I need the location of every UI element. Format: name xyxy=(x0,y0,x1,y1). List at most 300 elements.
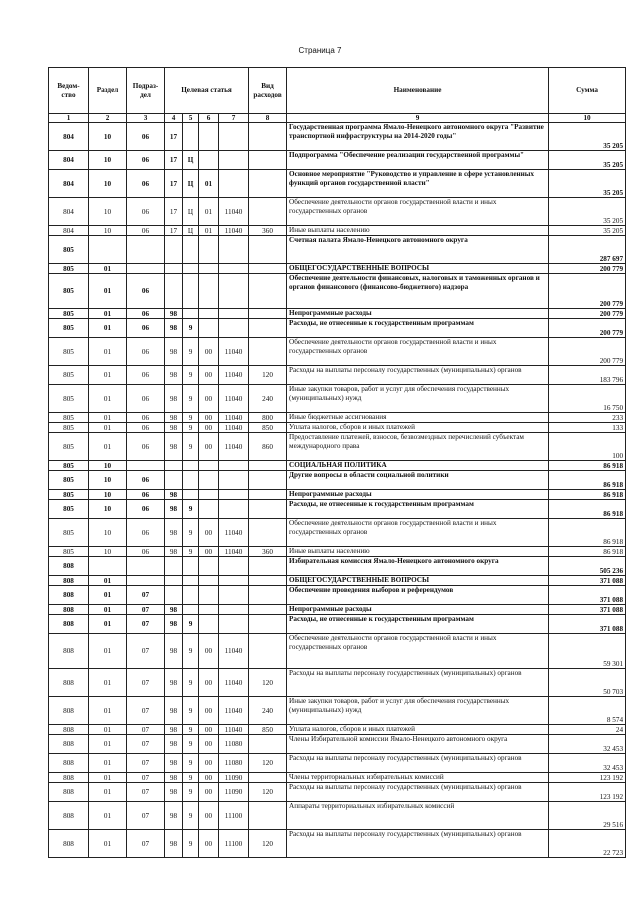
name-cell: Государственная программа Ямало-Ненецкого автономного округа "Развитие транспортной инфраструктуры на 2014-2020 годы" xyxy=(287,123,549,151)
sum-cell: 200 779 xyxy=(549,338,626,366)
name-cell: Обеспечение деятельности органов государственной власти и иных государственных органов xyxy=(287,198,549,226)
razdel-cell: 01 xyxy=(89,735,127,754)
target-code-1-cell xyxy=(165,576,183,586)
name-cell: Непрограммные расходы xyxy=(287,490,549,500)
expense-type-cell: 120 xyxy=(249,366,287,385)
sum-cell: 32 453 xyxy=(549,735,626,754)
expense-type-cell: 800 xyxy=(249,413,287,423)
ved-cell: 805 xyxy=(49,547,89,557)
target-code-1-cell: 98 xyxy=(165,500,183,519)
sum-cell: 133 xyxy=(549,423,626,433)
target-code-4-cell xyxy=(219,236,249,264)
podrazdel-cell xyxy=(127,576,165,586)
target-code-2-cell: 9 xyxy=(183,735,199,754)
target-code-1-cell: 98 xyxy=(165,366,183,385)
name-cell: Расходы, не отнесенные к государственным программам xyxy=(287,615,549,634)
target-code-3-cell: 00 xyxy=(199,366,219,385)
target-code-1-cell: 98 xyxy=(165,697,183,725)
target-code-3-cell: 00 xyxy=(199,697,219,725)
razdel-cell: 10 xyxy=(89,490,127,500)
razdel-cell: 10 xyxy=(89,500,127,519)
sum-cell: 8 574 xyxy=(549,697,626,725)
expense-type-cell xyxy=(249,500,287,519)
expense-type-cell xyxy=(249,319,287,338)
expense-type-cell: 240 xyxy=(249,385,287,413)
target-code-1-cell xyxy=(165,236,183,264)
name-cell: Расходы, не отнесенные к государственным программам xyxy=(287,500,549,519)
ved-cell: 805 xyxy=(49,385,89,413)
razdel-cell: 01 xyxy=(89,385,127,413)
table-row xyxy=(49,226,626,236)
table-row xyxy=(49,170,626,198)
column-number: 5 xyxy=(183,114,199,123)
ved-cell: 808 xyxy=(49,697,89,725)
expense-type-cell: 360 xyxy=(249,547,287,557)
sum-cell: 29 516 xyxy=(549,802,626,830)
ved-cell: 805 xyxy=(49,309,89,319)
sum-cell: 59 301 xyxy=(549,634,626,669)
name-cell: Обеспечение проведения выборов и референдумов xyxy=(287,586,549,605)
expense-type-cell xyxy=(249,461,287,471)
target-code-2-cell: 9 xyxy=(183,830,199,858)
razdel-cell: 01 xyxy=(89,338,127,366)
podrazdel-cell: 07 xyxy=(127,725,165,735)
target-code-2-cell: 9 xyxy=(183,500,199,519)
expense-type-cell: 120 xyxy=(249,669,287,697)
sum-cell: 371 088 xyxy=(549,605,626,615)
target-code-3-cell xyxy=(199,461,219,471)
target-code-4-cell xyxy=(219,461,249,471)
podrazdel-cell: 07 xyxy=(127,754,165,773)
ved-cell: 804 xyxy=(49,123,89,151)
target-code-2-cell xyxy=(183,576,199,586)
expense-type-cell xyxy=(249,802,287,830)
expense-type-cell: 120 xyxy=(249,783,287,802)
target-code-4-cell: 11040 xyxy=(219,338,249,366)
sum-cell: 183 796 xyxy=(549,366,626,385)
target-code-4-cell: 11090 xyxy=(219,773,249,783)
target-code-1-cell: 17 xyxy=(165,123,183,151)
podrazdel-cell: 06 xyxy=(127,366,165,385)
expense-type-cell xyxy=(249,338,287,366)
target-code-3-cell xyxy=(199,151,219,170)
target-code-2-cell: Ц xyxy=(183,226,199,236)
page-label: Страница 7 xyxy=(298,46,342,55)
target-code-4-cell: 11040 xyxy=(219,669,249,697)
ved-cell: 805 xyxy=(49,433,89,461)
target-code-2-cell: 9 xyxy=(183,725,199,735)
target-code-4-cell xyxy=(219,151,249,170)
razdel-cell: 01 xyxy=(89,576,127,586)
ved-cell: 805 xyxy=(49,264,89,274)
name-cell: Аппараты территориальных избирательных комиссий xyxy=(287,802,549,830)
target-code-2-cell xyxy=(183,461,199,471)
podrazdel-cell: 06 xyxy=(127,151,165,170)
table-row xyxy=(49,605,626,615)
razdel-cell: 01 xyxy=(89,423,127,433)
expense-type-cell xyxy=(249,264,287,274)
target-code-3-cell xyxy=(199,236,219,264)
name-cell: Иные закупки товаров, работ и услуг для обеспечения государственных (муниципальных) нужд xyxy=(287,697,549,725)
podrazdel-cell: 07 xyxy=(127,802,165,830)
target-code-2-cell xyxy=(183,123,199,151)
target-code-1-cell: 17 xyxy=(165,198,183,226)
target-code-2-cell: 9 xyxy=(183,423,199,433)
target-code-4-cell xyxy=(219,264,249,274)
target-code-2-cell: 9 xyxy=(183,773,199,783)
target-code-1-cell: 98 xyxy=(165,519,183,547)
header-sum: Сумма xyxy=(549,68,626,114)
column-number: 7 xyxy=(219,114,249,123)
target-code-2-cell: 9 xyxy=(183,433,199,461)
razdel-cell: 01 xyxy=(89,274,127,309)
razdel-cell: 10 xyxy=(89,123,127,151)
podrazdel-cell xyxy=(127,557,165,576)
ved-cell: 805 xyxy=(49,236,89,264)
target-code-2-cell: 9 xyxy=(183,366,199,385)
target-code-2-cell xyxy=(183,605,199,615)
sum-cell: 35 205 xyxy=(549,226,626,236)
podrazdel-cell: 06 xyxy=(127,385,165,413)
expense-type-cell xyxy=(249,605,287,615)
ved-cell: 805 xyxy=(49,471,89,490)
table-row xyxy=(49,151,626,170)
target-code-3-cell xyxy=(199,615,219,634)
razdel-cell: 10 xyxy=(89,471,127,490)
name-cell: Обеспечение деятельности органов государственной власти и иных государственных органов xyxy=(287,338,549,366)
target-code-4-cell: 11040 xyxy=(219,697,249,725)
name-cell: Уплата налогов, сборов и иных платежей xyxy=(287,725,549,735)
expense-type-cell xyxy=(249,123,287,151)
table-row xyxy=(49,236,626,264)
ved-cell: 808 xyxy=(49,725,89,735)
expense-type-cell xyxy=(249,634,287,669)
sum-cell: 371 088 xyxy=(549,586,626,605)
razdel-cell: 10 xyxy=(89,198,127,226)
target-code-4-cell: 11040 xyxy=(219,385,249,413)
podrazdel-cell: 07 xyxy=(127,735,165,754)
sum-cell: 233 xyxy=(549,413,626,423)
table-row xyxy=(49,669,626,697)
sum-cell: 24 xyxy=(549,725,626,735)
razdel-cell xyxy=(89,236,127,264)
sum-cell: 371 088 xyxy=(549,576,626,586)
sum-cell: 35 205 xyxy=(549,170,626,198)
target-code-4-cell: 11080 xyxy=(219,735,249,754)
column-number-row xyxy=(49,114,626,123)
table-row xyxy=(49,338,626,366)
target-code-2-cell: Ц xyxy=(183,151,199,170)
ved-cell: 804 xyxy=(49,151,89,170)
podrazdel-cell: 07 xyxy=(127,669,165,697)
ved-cell: 805 xyxy=(49,319,89,338)
podrazdel-cell: 06 xyxy=(127,547,165,557)
sum-cell: 200 779 xyxy=(549,319,626,338)
name-cell: Обеспечение деятельности органов государственной власти и иных государственных органов xyxy=(287,519,549,547)
target-code-4-cell xyxy=(219,586,249,605)
target-code-3-cell: 00 xyxy=(199,338,219,366)
podrazdel-cell: 06 xyxy=(127,423,165,433)
sum-cell: 100 xyxy=(549,433,626,461)
razdel-cell: 01 xyxy=(89,413,127,423)
target-code-1-cell: 98 xyxy=(165,413,183,423)
target-code-3-cell xyxy=(199,309,219,319)
target-code-1-cell: 98 xyxy=(165,338,183,366)
table-row xyxy=(49,586,626,605)
target-code-4-cell xyxy=(219,309,249,319)
target-code-4-cell xyxy=(219,500,249,519)
podrazdel-cell xyxy=(127,264,165,274)
table-row xyxy=(49,615,626,634)
name-cell: Расходы, не отнесенные к государственным программам xyxy=(287,319,549,338)
podrazdel-cell: 06 xyxy=(127,433,165,461)
name-cell: ОБЩЕГОСУДАРСТВЕННЫЕ ВОПРОСЫ xyxy=(287,264,549,274)
target-code-1-cell: 98 xyxy=(165,783,183,802)
name-cell: Другие вопросы в области социальной политики xyxy=(287,471,549,490)
target-code-2-cell: 9 xyxy=(183,519,199,547)
ved-cell: 808 xyxy=(49,605,89,615)
target-code-4-cell xyxy=(219,170,249,198)
razdel-cell: 10 xyxy=(89,519,127,547)
column-number: 8 xyxy=(249,114,287,123)
target-code-3-cell xyxy=(199,319,219,338)
target-code-3-cell: 00 xyxy=(199,725,219,735)
name-cell: СОЦИАЛЬНАЯ ПОЛИТИКА xyxy=(287,461,549,471)
expense-type-cell xyxy=(249,519,287,547)
target-code-3-cell xyxy=(199,490,219,500)
razdel-cell: 01 xyxy=(89,319,127,338)
expense-type-cell xyxy=(249,576,287,586)
ved-cell: 808 xyxy=(49,669,89,697)
sum-cell: 16 750 xyxy=(549,385,626,413)
target-code-1-cell: 98 xyxy=(165,319,183,338)
sum-cell: 50 703 xyxy=(549,669,626,697)
target-code-3-cell xyxy=(199,500,219,519)
expense-type-cell: 860 xyxy=(249,433,287,461)
target-code-2-cell: 9 xyxy=(183,385,199,413)
table-row xyxy=(49,274,626,309)
ved-cell: 805 xyxy=(49,366,89,385)
target-code-2-cell: 9 xyxy=(183,319,199,338)
podrazdel-cell xyxy=(127,236,165,264)
name-cell: Уплата налогов, сборов и иных платежей xyxy=(287,423,549,433)
sum-cell: 35 205 xyxy=(549,123,626,151)
target-code-1-cell: 98 xyxy=(165,423,183,433)
target-code-4-cell: 11040 xyxy=(219,366,249,385)
target-code-2-cell: 9 xyxy=(183,634,199,669)
podrazdel-cell: 07 xyxy=(127,773,165,783)
ved-cell: 808 xyxy=(49,830,89,858)
target-code-3-cell xyxy=(199,471,219,490)
table-row xyxy=(49,433,626,461)
target-code-1-cell: 98 xyxy=(165,490,183,500)
table-row xyxy=(49,725,626,735)
podrazdel-cell: 07 xyxy=(127,830,165,858)
razdel-cell: 01 xyxy=(89,783,127,802)
target-code-1-cell: 98 xyxy=(165,309,183,319)
column-number: 10 xyxy=(549,114,626,123)
podrazdel-cell: 07 xyxy=(127,634,165,669)
target-code-4-cell xyxy=(219,319,249,338)
table-row xyxy=(49,461,626,471)
expense-type-cell: 360 xyxy=(249,226,287,236)
podrazdel-cell: 06 xyxy=(127,319,165,338)
target-code-2-cell: 9 xyxy=(183,413,199,423)
table-row xyxy=(49,366,626,385)
ved-cell: 805 xyxy=(49,500,89,519)
ved-cell: 805 xyxy=(49,423,89,433)
expense-type-cell xyxy=(249,309,287,319)
target-code-1-cell: 98 xyxy=(165,547,183,557)
target-code-4-cell xyxy=(219,471,249,490)
column-number: 1 xyxy=(49,114,89,123)
target-code-4-cell: 11040 xyxy=(219,413,249,423)
target-code-3-cell: 00 xyxy=(199,423,219,433)
target-code-2-cell xyxy=(183,236,199,264)
ved-cell: 804 xyxy=(49,198,89,226)
name-cell: Расходы на выплаты персоналу государственных (муниципальных) органов xyxy=(287,366,549,385)
target-code-1-cell: 98 xyxy=(165,773,183,783)
target-code-3-cell xyxy=(199,123,219,151)
target-code-2-cell: 9 xyxy=(183,754,199,773)
razdel-cell: 01 xyxy=(89,366,127,385)
expense-type-cell: 240 xyxy=(249,697,287,725)
target-code-4-cell xyxy=(219,615,249,634)
razdel-cell: 01 xyxy=(89,264,127,274)
ved-cell: 805 xyxy=(49,338,89,366)
table-row xyxy=(49,773,626,783)
ved-cell: 808 xyxy=(49,586,89,605)
name-cell: Непрограммные расходы xyxy=(287,309,549,319)
target-code-2-cell: 9 xyxy=(183,669,199,697)
target-code-1-cell: 98 xyxy=(165,634,183,669)
target-code-1-cell: 17 xyxy=(165,170,183,198)
table-row xyxy=(49,490,626,500)
expense-type-cell xyxy=(249,615,287,634)
sum-cell: 123 192 xyxy=(549,783,626,802)
sum-cell: 86 918 xyxy=(549,471,626,490)
name-cell: Иные выплаты населению xyxy=(287,547,549,557)
table-row xyxy=(49,471,626,490)
ved-cell: 805 xyxy=(49,490,89,500)
name-cell: Предоставление платежей, взносов, безвозмездных перечислений субъектам международного права xyxy=(287,433,549,461)
table-row xyxy=(49,754,626,773)
target-code-4-cell: 11040 xyxy=(219,725,249,735)
expense-type-cell xyxy=(249,735,287,754)
razdel-cell: 10 xyxy=(89,461,127,471)
target-code-2-cell: 9 xyxy=(183,802,199,830)
ved-cell: 808 xyxy=(49,735,89,754)
target-code-1-cell: 98 xyxy=(165,605,183,615)
sum-cell: 200 779 xyxy=(549,264,626,274)
target-code-4-cell: 11100 xyxy=(219,830,249,858)
target-code-3-cell xyxy=(199,605,219,615)
podrazdel-cell: 06 xyxy=(127,413,165,423)
table-row xyxy=(49,198,626,226)
expense-type-cell: 120 xyxy=(249,830,287,858)
column-number: 2 xyxy=(89,114,127,123)
target-code-3-cell: 00 xyxy=(199,773,219,783)
target-code-3-cell: 00 xyxy=(199,433,219,461)
name-cell: Члены Избирательной комиссии Ямало-Ненецкого автономного округа xyxy=(287,735,549,754)
target-code-1-cell xyxy=(165,461,183,471)
target-code-2-cell xyxy=(183,264,199,274)
expense-type-cell: 850 xyxy=(249,725,287,735)
sum-cell: 35 205 xyxy=(549,151,626,170)
target-code-4-cell xyxy=(219,123,249,151)
target-code-4-cell xyxy=(219,490,249,500)
name-cell: Иные бюджетные ассигнования xyxy=(287,413,549,423)
table-row xyxy=(49,319,626,338)
table-row xyxy=(49,576,626,586)
target-code-2-cell: Ц xyxy=(183,198,199,226)
razdel-cell: 01 xyxy=(89,754,127,773)
podrazdel-cell: 06 xyxy=(127,490,165,500)
sum-cell: 200 779 xyxy=(549,274,626,309)
expense-type-cell: 120 xyxy=(249,754,287,773)
target-code-4-cell xyxy=(219,274,249,309)
target-code-3-cell: 00 xyxy=(199,519,219,547)
name-cell: Избирательная комиссия Ямало-Ненецкого автономного округа xyxy=(287,557,549,576)
target-code-4-cell: 11040 xyxy=(219,226,249,236)
razdel-cell: 01 xyxy=(89,773,127,783)
target-code-1-cell: 17 xyxy=(165,226,183,236)
table-row xyxy=(49,413,626,423)
table-row xyxy=(49,423,626,433)
target-code-4-cell: 11080 xyxy=(219,754,249,773)
expense-type-cell xyxy=(249,151,287,170)
razdel-cell xyxy=(89,557,127,576)
podrazdel-cell: 06 xyxy=(127,309,165,319)
table-row xyxy=(49,519,626,547)
target-code-3-cell: 00 xyxy=(199,669,219,697)
razdel-cell: 10 xyxy=(89,547,127,557)
podrazdel-cell: 07 xyxy=(127,586,165,605)
target-code-4-cell: 11040 xyxy=(219,634,249,669)
podrazdel-cell: 07 xyxy=(127,783,165,802)
razdel-cell: 10 xyxy=(89,226,127,236)
target-code-3-cell: 00 xyxy=(199,735,219,754)
target-code-3-cell: 01 xyxy=(199,170,219,198)
name-cell: Обеспечение деятельности органов государственной власти и иных государственных органов xyxy=(287,634,549,669)
target-code-2-cell xyxy=(183,309,199,319)
table-row xyxy=(49,123,626,151)
target-code-1-cell: 17 xyxy=(165,151,183,170)
podrazdel-cell: 06 xyxy=(127,500,165,519)
target-code-3-cell: 01 xyxy=(199,198,219,226)
expense-type-cell xyxy=(249,274,287,309)
table-row xyxy=(49,783,626,802)
sum-cell: 86 918 xyxy=(549,547,626,557)
name-cell: Расходы на выплаты персоналу государственных (муниципальных) органов xyxy=(287,830,549,858)
target-code-1-cell xyxy=(165,586,183,605)
expense-type-cell xyxy=(249,557,287,576)
sum-cell: 200 779 xyxy=(549,309,626,319)
name-cell: Расходы на выплаты персоналу государственных (муниципальных) органов xyxy=(287,669,549,697)
budget-table xyxy=(48,67,626,858)
ved-cell: 808 xyxy=(49,773,89,783)
expense-type-cell xyxy=(249,490,287,500)
target-code-1-cell xyxy=(165,471,183,490)
expense-type-cell xyxy=(249,198,287,226)
target-code-4-cell: 11040 xyxy=(219,547,249,557)
razdel-cell: 01 xyxy=(89,605,127,615)
column-number: 9 xyxy=(287,114,549,123)
table-row xyxy=(49,309,626,319)
header-ved: Ведом-ство xyxy=(49,68,89,114)
target-code-4-cell: 11040 xyxy=(219,198,249,226)
razdel-cell: 01 xyxy=(89,615,127,634)
